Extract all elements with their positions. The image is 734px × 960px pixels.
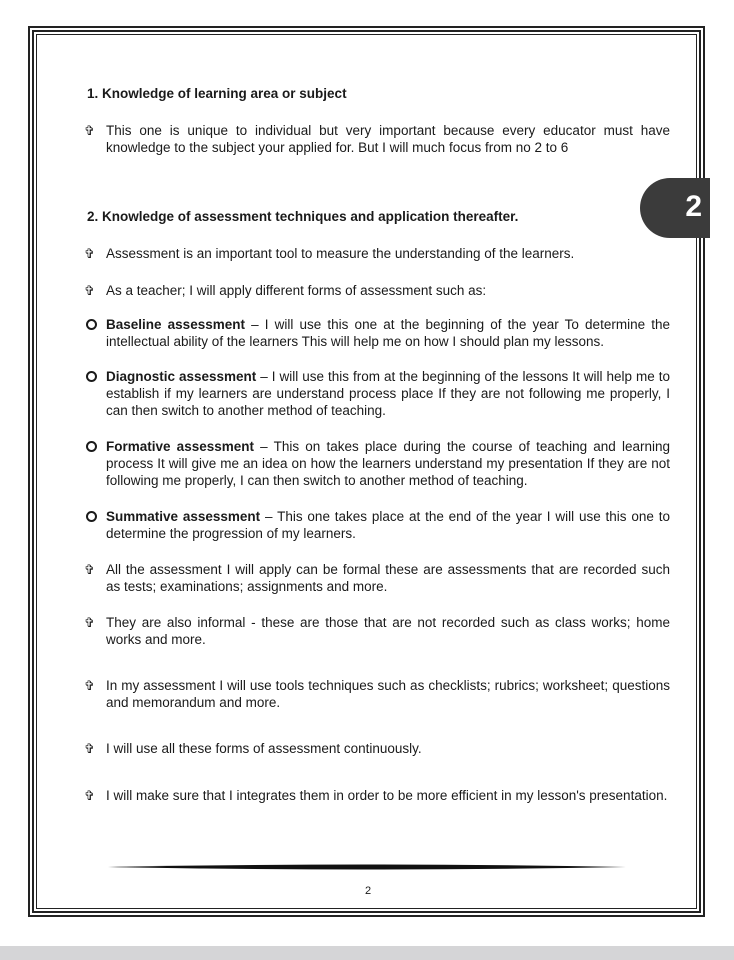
page-number-tab <box>640 178 710 238</box>
cross-bullet-icon: ✞ <box>84 741 95 756</box>
circle-bullet-icon <box>86 319 97 330</box>
list-item-text: All the assessment I will apply can be formal these are assessments that are recorded such as tests; examinations; assignments and more. <box>106 562 670 594</box>
list-item-text: Assessment is an important tool to measure the understanding of the learners. <box>106 246 575 261</box>
list-item <box>84 561 670 595</box>
section-1-heading: 1. Knowledge of learning area or subject <box>87 86 347 101</box>
cross-bullet-icon: ✞ <box>84 788 95 803</box>
page-tab-number: 2 <box>685 190 702 223</box>
list-item <box>84 677 670 711</box>
list-item-text: They are also informal - these are those that are not recorded such as class works; home works and more. <box>106 615 670 647</box>
cross-bullet-icon: ✞ <box>84 246 95 261</box>
list-item-text: As a teacher; I will apply different forms of assessment such as: <box>106 283 487 298</box>
list-item-text: I will make sure that I integrates them in order to be more efficient in my lesson's presentation. <box>106 788 668 803</box>
list-item-text: This one is unique to individual but very important because every educator must have knowledge to the subject your applied for. But I will much focus from no 2 to 6 <box>106 123 670 155</box>
list-item <box>84 787 670 804</box>
assessment-term: Formative assessment <box>106 439 254 454</box>
list-item <box>84 282 670 299</box>
circle-bullet-icon <box>86 511 97 522</box>
cross-bullet-icon: ✞ <box>84 562 95 577</box>
assessment-form-item <box>84 508 670 542</box>
circle-bullet-icon <box>86 371 97 382</box>
footer-page-number: 2 <box>364 885 372 897</box>
list-item <box>84 740 670 757</box>
footer-divider <box>108 862 626 872</box>
assessment-term: Diagnostic assessment <box>106 369 257 384</box>
cross-bullet-icon: ✞ <box>84 615 95 630</box>
cross-bullet-icon: ✞ <box>84 283 95 298</box>
assessment-form-item <box>84 316 670 350</box>
assessment-description: – I will use this from at the beginning of the lessons It will help me to establish if my learners are understand process place If they are not following me properly, I can then switch to another method of teaching. <box>106 369 670 418</box>
viewer-bottom-strip <box>0 946 734 960</box>
list-item <box>84 614 670 648</box>
assessment-form-item <box>84 438 670 489</box>
section-2-heading: 2. Knowledge of assessment techniques and application thereafter. <box>87 209 519 224</box>
cross-bullet-icon: ✞ <box>84 123 95 138</box>
list-item-text: I will use all these forms of assessment continuously. <box>106 741 422 756</box>
assessment-description: – This on takes place during the course of teaching and learning process It will give me an idea on how the learners understand my presentation If they are not following me properly, I can then switch to another method of teaching. <box>106 439 670 488</box>
list-item-text: In my assessment I will use tools techniques such as checklists; rubrics; worksheet; questions and memorandum and more. <box>106 678 670 710</box>
assessment-description: – I will use this one at the beginning of the year To determine the intellectual ability of the learners This will help me on how I should plan my lessons. <box>106 317 670 349</box>
assessment-form-item <box>84 368 670 419</box>
assessment-term: Summative assessment <box>106 509 261 524</box>
assessment-term: Baseline assessment <box>106 317 245 332</box>
list-item <box>84 245 670 262</box>
assessment-description: – This one takes place at the end of the year I will use this one to determine the progression of my learners. <box>106 509 670 541</box>
circle-bullet-icon <box>86 441 97 452</box>
cross-bullet-icon: ✞ <box>84 678 95 693</box>
list-item <box>84 122 670 156</box>
